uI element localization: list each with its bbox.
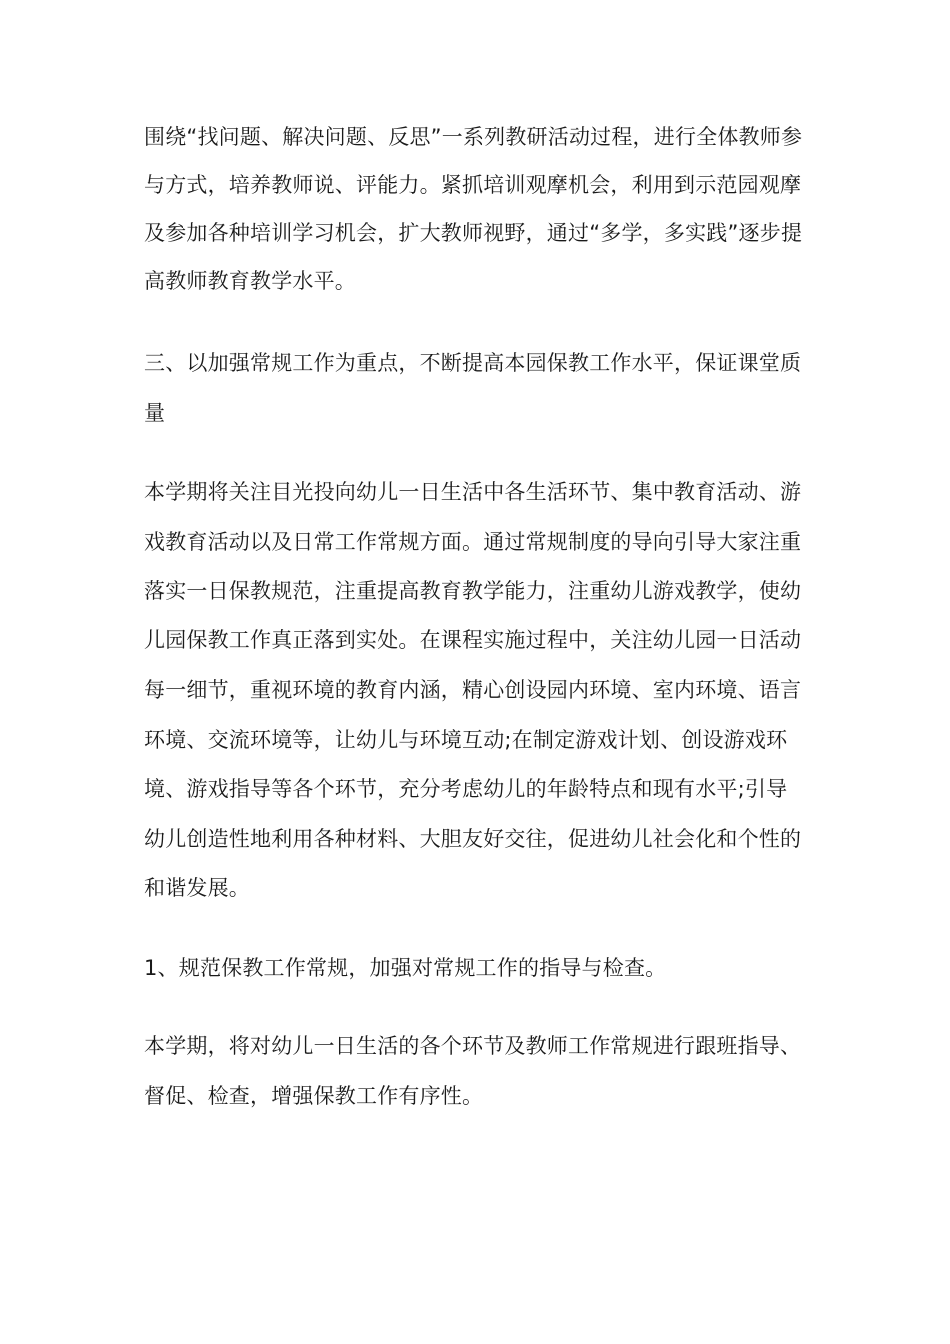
paragraph-3-line-4: 儿园保教工作真正落到实处。在课程实施过程中，关注幼儿园一日活动 [144, 628, 802, 652]
paragraph-3-line-5: 每一细节，重视环境的教育内涵，精心创设园内环境、室内环境、语言 [144, 678, 802, 702]
paragraph-3-line-7: 境、游戏指导等各个环节，充分考虑幼儿的年龄特点和现有水平;引导 [144, 777, 788, 801]
section-heading-line-2: 量 [144, 401, 166, 425]
paragraph-1-line-4: 高教师教育教学水平。 [144, 269, 356, 293]
paragraph-3-line-9: 和谐发展。 [144, 876, 250, 900]
paragraph-3-line-3: 落实一日保教规范，注重提高教育教学能力，注重幼儿游戏教学，使幼 [144, 579, 802, 603]
paragraph-3-line-8: 幼儿创造性地利用各种材料、大胆友好交往，促进幼儿社会化和个性的 [144, 827, 802, 851]
paragraph-3-line-2: 戏教育活动以及日常工作常规方面。通过常规制度的导向引导大家注重 [144, 530, 802, 554]
paragraph-1-line-3: 及参加各种培训学习机会，扩大教师视野，通过“多学，多实践”逐步提 [144, 221, 803, 245]
numbered-item-1: 1、规范保教工作常规，加强对常规工作的指导与检查。 [144, 956, 667, 980]
paragraph-1-line-1: 围绕“找问题、解决问题、反思”一系列教研活动过程，进行全体教师参 [144, 125, 803, 149]
paragraph-5-line-2: 督促、检查，增强保教工作有序性。 [144, 1084, 484, 1108]
paragraph-3-line-1: 本学期将关注目光投向幼儿一日生活中各生活环节、集中教育活动、游 [144, 480, 802, 504]
section-heading-line-1: 三、以加强常规工作为重点，不断提高本园保教工作水平，保证课堂质 [144, 351, 802, 375]
paragraph-1-line-2: 与方式，培养教师说、评能力。紧抓培训观摩机会，利用到示范园观摩 [144, 173, 802, 197]
paragraph-3-line-6: 环境、交流环境等，让幼儿与环境互动;在制定游戏计划、创设游戏环 [144, 728, 788, 752]
paragraph-5-line-1: 本学期，将对幼儿一日生活的各个环节及教师工作常规进行跟班指导、 [144, 1034, 802, 1058]
